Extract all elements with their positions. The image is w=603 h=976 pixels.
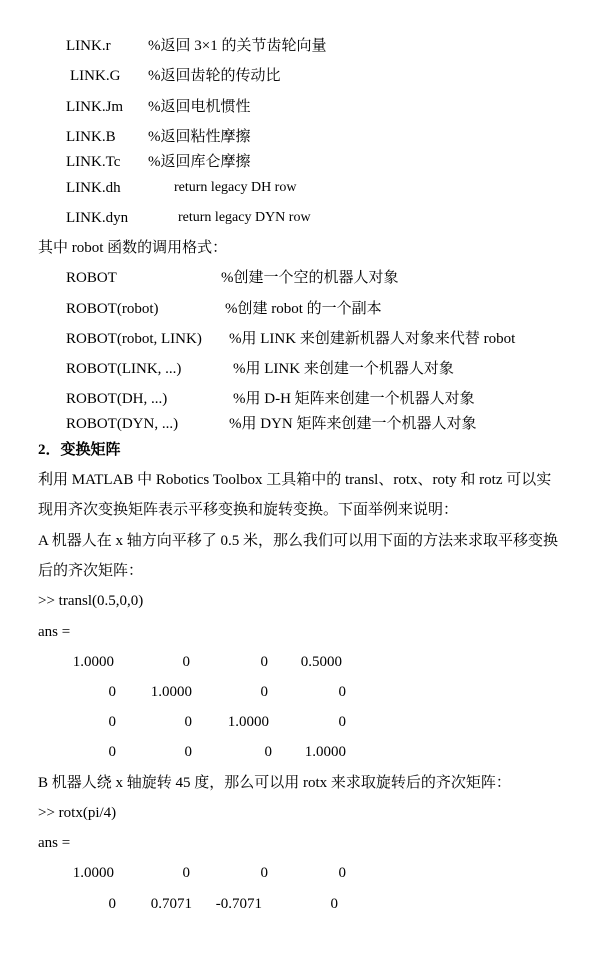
link-prop-desc: %返回齿轮的传动比	[148, 68, 281, 84]
link-prop-desc: %返回粘性摩擦	[148, 129, 251, 145]
section-heading: 2．变换矩阵	[38, 442, 121, 458]
link-prop-desc: %返回 3×1 的关节齿轮向量	[148, 38, 327, 54]
matrix-cell: 0	[184, 714, 192, 730]
matrix-cell: -0.7071	[215, 896, 262, 912]
paragraph-line: 后的齐次矩阵：	[38, 563, 144, 579]
robot-call-name: ROBOT(DH, ...)	[66, 391, 168, 407]
matrix-cell: 0	[182, 865, 190, 881]
ans-label: ans =	[38, 835, 71, 851]
matrix-cell: 0	[338, 714, 346, 730]
robot-call-desc: %用 LINK 来创建一个机器人对象	[233, 361, 454, 377]
link-prop-name: LINK.dh	[66, 180, 121, 196]
matrix-cell: 0	[330, 896, 338, 912]
matrix-cell: 1.0000	[227, 714, 269, 730]
robot-call-name: ROBOT(LINK, ...)	[66, 361, 182, 377]
link-prop-name: LINK.dyn	[66, 210, 129, 226]
robot-call-desc: %用 DYN 矩阵来创建一个机器人对象	[229, 416, 477, 432]
link-prop-name: LINK.G	[70, 68, 121, 84]
paragraph-line: 现用齐次变换矩阵表示平移变换和旋转变换。下面举例来说明：	[38, 502, 459, 518]
matrix-cell: 0.5000	[300, 654, 342, 670]
robot-intro-text: 其中 robot 函数的调用格式：	[38, 240, 228, 256]
matrix-cell: 0.7071	[150, 896, 192, 912]
link-prop-desc: %返回电机惯性	[148, 99, 251, 115]
paragraph-line: A 机器人在 x 轴方向平移了 0.5 米，那么我们可以用下面的方法来求取平移变换	[38, 533, 559, 549]
matrix-cell: 1.0000	[150, 684, 192, 700]
matrix-cell: 1.0000	[72, 654, 114, 670]
matlab-command: >> rotx(pi/4)	[38, 805, 117, 821]
robot-call-desc: %创建一个空的机器人对象	[221, 270, 399, 286]
matrix-cell: 0	[108, 714, 116, 730]
matrix-cell: 0	[338, 684, 346, 700]
matrix-cell: 0	[184, 744, 192, 760]
robot-call-name: ROBOT(robot, LINK)	[66, 331, 202, 347]
link-prop-desc: return legacy DYN row	[178, 210, 311, 225]
matrix-cell: 0	[260, 684, 268, 700]
link-prop-name: LINK.Jm	[66, 99, 124, 115]
ans-label: ans =	[38, 624, 71, 640]
matrix-cell: 0	[108, 684, 116, 700]
link-prop-desc: return legacy DH row	[174, 180, 297, 195]
matrix-cell: 0	[260, 654, 268, 670]
link-prop-name: LINK.r	[66, 38, 111, 54]
matrix-cell: 0	[338, 865, 346, 881]
robot-call-desc: %创建 robot 的一个副本	[225, 301, 382, 317]
robot-call-name: ROBOT(robot)	[66, 301, 159, 317]
matlab-command: >> transl(0.5,0,0)	[38, 593, 144, 609]
matrix-cell: 0	[108, 744, 116, 760]
matrix-cell: 0	[108, 896, 116, 912]
robot-call-desc: %用 LINK 来创建新机器人对象来代替 robot	[229, 331, 516, 347]
matrix-cell: 0	[260, 865, 268, 881]
matrix-cell: 1.0000	[72, 865, 114, 881]
link-prop-name: LINK.B	[66, 129, 116, 145]
robot-call-desc: %用 D-H 矩阵来创建一个机器人对象	[233, 391, 475, 407]
link-prop-desc: %返回库仑摩擦	[148, 154, 251, 170]
matrix-cell: 0	[182, 654, 190, 670]
matrix-cell: 1.0000	[304, 744, 346, 760]
matrix-cell: 0	[264, 744, 272, 760]
robot-call-name: ROBOT(DYN, ...)	[66, 416, 179, 432]
link-prop-name: LINK.Tc	[66, 154, 121, 170]
paragraph-line: B 机器人绕 x 轴旋转 45 度，那么可以用 rotx 来求取旋转后的齐次矩阵：	[38, 775, 511, 791]
paragraph-line: 利用 MATLAB 中 Robotics Toolbox 工具箱中的 transl、rotx、roty 和 rotz 可以实	[38, 472, 552, 488]
robot-call-name: ROBOT	[66, 270, 117, 286]
